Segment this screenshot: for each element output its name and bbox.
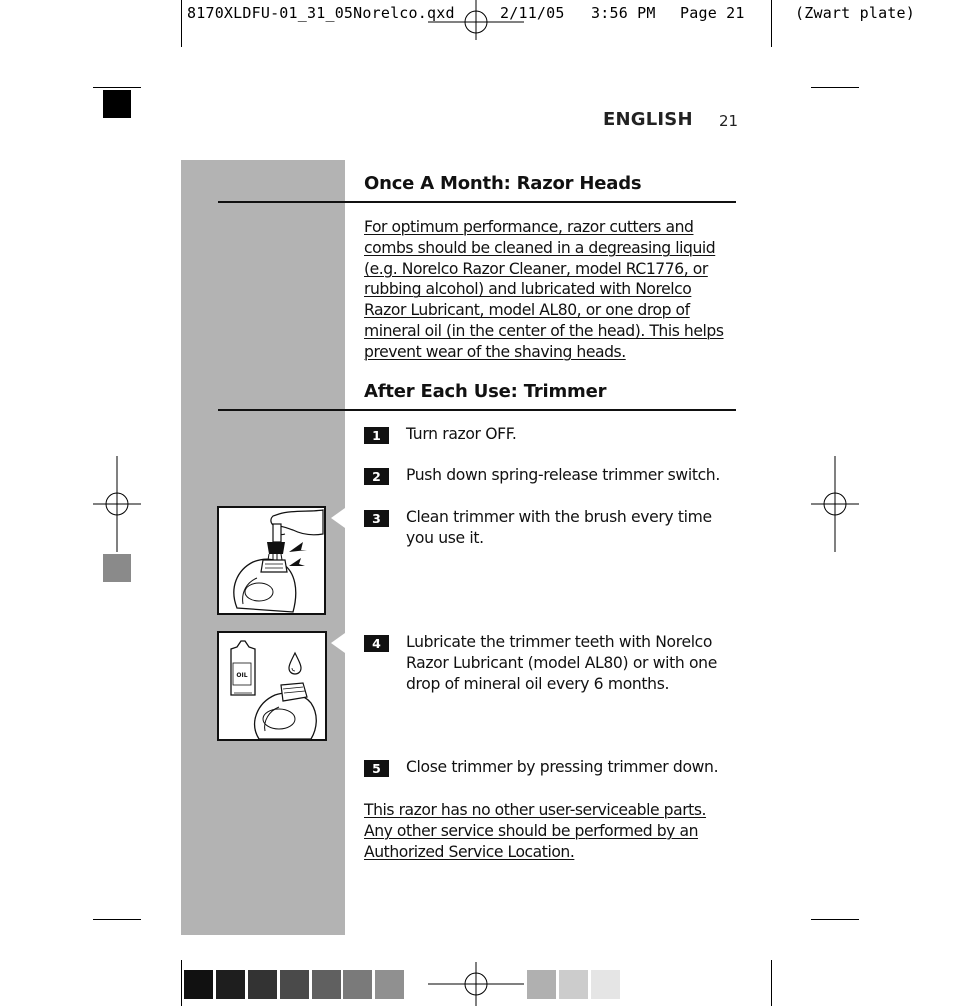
- color-bar-swatch: [184, 970, 213, 999]
- step-text-line: Push down spring-release trimmer switch.: [406, 466, 720, 484]
- color-bar-swatch: [312, 970, 341, 999]
- crop-mark-top-right: [771, 0, 772, 47]
- color-bar-swatch: [591, 970, 620, 999]
- paragraph-line: Razor Lubricant, model AL80, or one drop of: [364, 301, 690, 320]
- step-number-badge: 2: [364, 468, 389, 485]
- color-bar-swatch: [280, 970, 309, 999]
- color-bar-swatch: [375, 970, 404, 999]
- step-text: [406, 424, 741, 445]
- paragraph-line: combs should be cleaned in a degreasing liquid: [364, 238, 716, 257]
- slug-date: 2/11/05: [500, 4, 565, 22]
- section-heading-trimmer: After Each Use: Trimmer: [364, 381, 607, 402]
- paragraph-line: rubbing alcohol) and lubricated with Norelco: [364, 280, 692, 299]
- paragraph-line: (e.g. Norelco Razor Cleaner, model RC1776, or: [364, 259, 708, 278]
- brush-cleaning-icon: [219, 508, 324, 613]
- oil-lubrication-icon: [219, 633, 325, 739]
- paragraph-line: This razor has no other user-serviceable parts.: [364, 801, 707, 819]
- section-rule: [218, 201, 736, 203]
- crop-mark-right-top: [811, 87, 859, 88]
- slug-page: Page 21: [680, 4, 745, 22]
- service-note-paragraph: [364, 800, 734, 862]
- callout-pointer: [331, 508, 345, 528]
- paragraph-line: mineral oil (in the center of the head). This helps: [364, 321, 724, 340]
- step-text-line: Clean trimmer with the brush every time: [406, 508, 712, 526]
- oil-label: OIL: [236, 672, 248, 679]
- registration-mark-icon: [428, 0, 524, 40]
- color-bar-swatch: [216, 970, 245, 999]
- registration-mark-icon: [811, 456, 859, 552]
- crop-mark-left-top: [93, 87, 141, 88]
- crop-mark-bottom-left: [181, 960, 182, 1006]
- crop-mark-bottom-right: [771, 960, 772, 1006]
- color-bar-swatch: [248, 970, 277, 999]
- step-number-badge: 4: [364, 635, 389, 652]
- step-text-line: Lubricate the trimmer teeth with Norelco: [406, 633, 713, 651]
- registration-mark-icon: [428, 962, 524, 1006]
- step-text-line: you use it.: [406, 529, 484, 547]
- registration-mark-icon: [93, 456, 141, 552]
- black-swatch: [103, 90, 131, 118]
- step-number-badge: 3: [364, 510, 389, 527]
- crop-mark-top-left: [181, 0, 182, 47]
- color-bar-swatch: [343, 970, 372, 999]
- step-text-line: Turn razor OFF.: [406, 425, 517, 443]
- running-header-language: ENGLISH: [603, 109, 693, 130]
- step-text: [406, 632, 741, 695]
- page-number: 21: [719, 112, 739, 130]
- paragraph-line: Authorized Service Location.: [364, 842, 575, 861]
- slug-time: 3:56 PM: [591, 4, 656, 22]
- trimmer-oil-illustration: [217, 631, 327, 741]
- trimmer-brush-illustration: [217, 506, 326, 615]
- step-text-line: Razor Lubricant (model AL80) or with one: [406, 654, 717, 672]
- slug-plate: (Zwart plate): [795, 4, 915, 22]
- color-bar-swatch: [559, 970, 588, 999]
- section-rule: [218, 409, 736, 411]
- paragraph-line: Any other service should be performed by an: [364, 821, 698, 840]
- step-text-line: drop of mineral oil every 6 months.: [406, 675, 670, 693]
- step-text: [406, 465, 741, 486]
- step-text-line: Close trimmer by pressing trimmer down.: [406, 758, 719, 776]
- crop-mark-right-bottom: [811, 919, 859, 920]
- step-number-badge: 5: [364, 760, 389, 777]
- gray-swatch: [103, 554, 131, 582]
- paragraph-line: prevent wear of the shaving heads.: [364, 342, 626, 361]
- razor-heads-paragraph: [364, 217, 734, 363]
- step-number-badge: 1: [364, 427, 389, 444]
- paragraph-line: For optimum performance, razor cutters and: [364, 218, 694, 236]
- color-bar-swatch: [527, 970, 556, 999]
- callout-pointer: [331, 633, 345, 653]
- step-text: [406, 757, 741, 778]
- slug-filename: 8170XLDFU-01_31_05Norelco.qxd: [187, 4, 455, 22]
- crop-mark-left-bottom: [93, 919, 141, 920]
- section-heading-razor-heads: Once A Month: Razor Heads: [364, 173, 642, 194]
- step-text: [406, 507, 741, 549]
